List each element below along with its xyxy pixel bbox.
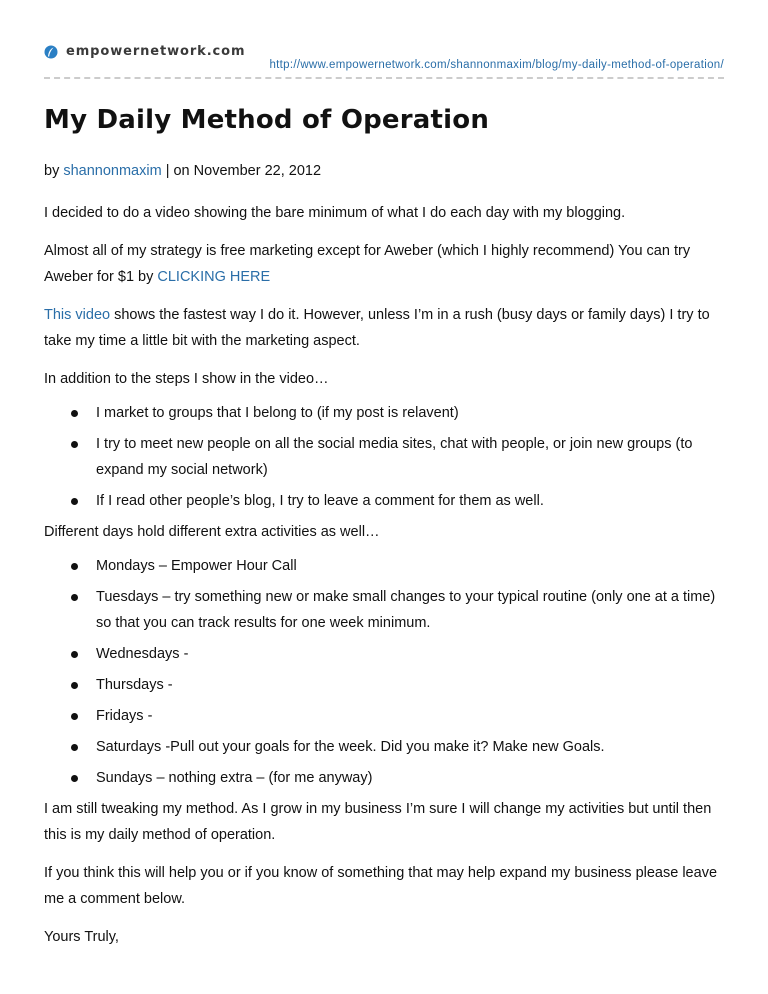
days-list [44, 553, 728, 791]
bullet-icon [71, 410, 78, 417]
list-item-text: If I read other people’s blog, I try to leave a comment for them as well. [96, 493, 544, 509]
list-item [44, 400, 728, 426]
list-item [44, 672, 728, 698]
paragraph-aweber-text: Almost all of my strategy is free marketing except for Aweber (which I highly recommend) You can try Aweber for $1 by [44, 243, 691, 285]
list-item [44, 431, 728, 483]
paragraph-comment-request: If you think this will help you or if you know of something that may help expand my business please leave me a comment below. [44, 865, 718, 907]
list-item [44, 641, 728, 667]
list-item [44, 488, 728, 514]
paragraph-tweaking: I am still tweaking my method. As I grow in my business I’m sure I will change my activities but until then this is my daily method of operation. [44, 801, 712, 843]
list-item-text: I market to groups that I belong to (if my post is relavent) [96, 405, 459, 421]
paragraph-steps-intro: In addition to the steps I show in the video… [44, 371, 329, 387]
steps-list [44, 400, 728, 514]
bullet-icon [71, 441, 78, 448]
list-item-text: I try to meet new people on all the social media sites, chat with people, or join new groups (to expand my social network) [96, 436, 693, 478]
list-item-text: Mondays – Empower Hour Call [96, 558, 297, 574]
site-header [44, 44, 724, 82]
list-item [44, 584, 728, 636]
brand[interactable] [44, 44, 245, 59]
source-url-link[interactable]: http://www.empowernetwork.com/shannonmaxim/blog/my-daily-method-of-operation/ [269, 59, 724, 71]
bullet-icon [71, 682, 78, 689]
paragraph-aweber [44, 238, 728, 290]
header-divider [44, 77, 724, 79]
paragraph-video-text: shows the fastest way I do it. However, unless I’m in a rush (busy days or family days) I try to take my time a little bit with the marketing aspect. [44, 307, 710, 349]
list-item-text: Fridays - [96, 708, 153, 724]
paragraph-video [44, 302, 728, 354]
brand-name: empowernetwork.com [66, 44, 246, 59]
bullet-icon [71, 775, 78, 782]
this-video-link[interactable]: This video [44, 307, 111, 323]
closing: Yours Truly, [44, 929, 119, 945]
byline-prefix: by [44, 163, 64, 179]
list-item-text: Saturdays -Pull out your goals for the week. Did you make it? Make new Goals. [96, 739, 605, 755]
list-item-text: Tuesdays – try something new or make small changes to your typical routine (only one at a time) so that you can track results for one week minimum. [96, 589, 716, 631]
bullet-icon [71, 594, 78, 601]
paragraph-days-intro: Different days hold different extra activities as well… [44, 524, 380, 540]
article-title: My Daily Method of Operation [44, 105, 490, 135]
list-item-text: Thursdays - [96, 677, 173, 693]
list-item [44, 765, 728, 791]
byline-date: | on November 22, 2012 [161, 163, 322, 179]
clicking-here-link[interactable]: CLICKING HERE [157, 269, 271, 285]
paragraph-intro: I decided to do a video showing the bare minimum of what I do each day with my blogging. [44, 205, 626, 221]
list-item-text: Wednesdays - [96, 646, 189, 662]
bullet-icon [71, 563, 78, 570]
bullet-icon [71, 744, 78, 751]
author-link[interactable]: shannonmaxim [63, 163, 162, 179]
byline [44, 160, 728, 182]
bullet-icon [71, 498, 78, 505]
list-item-text: Sundays – nothing extra – (for me anyway) [96, 770, 373, 786]
article [44, 100, 728, 950]
list-item [44, 553, 728, 579]
feather-icon [44, 45, 58, 59]
bullet-icon [71, 651, 78, 658]
list-item [44, 734, 728, 760]
list-item [44, 703, 728, 729]
bullet-icon [71, 713, 78, 720]
